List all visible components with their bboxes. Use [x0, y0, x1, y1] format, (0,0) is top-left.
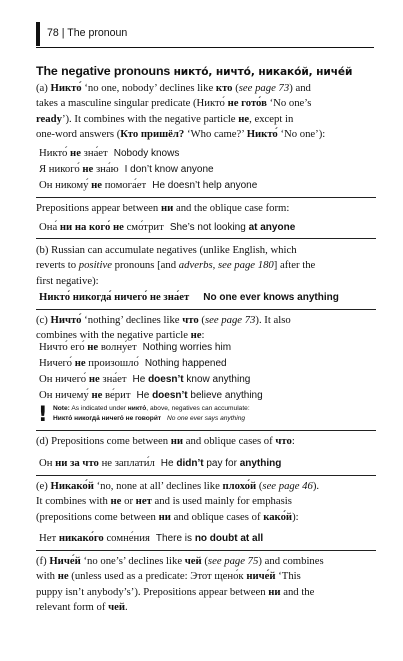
example-a-2: Я никого́ не зна́ю I don’t know anyone	[39, 163, 214, 175]
divider	[36, 238, 376, 239]
example-prepositions: Она́ ни на кого́ не смо́трит She’s not looking at anyone	[39, 221, 296, 233]
divider	[36, 430, 376, 431]
paragraph-prepositions: Prepositions appear between ни and the oblique case form:	[36, 202, 290, 214]
example-c-4: Он ничему́ не ве́рит He doesn’t believe anything	[39, 389, 263, 401]
divider	[36, 309, 376, 310]
para-a-line-1: (a) Никто́ ‘no one, nobody’ declines like кто (see page 73) and	[36, 82, 311, 94]
example-a-1: Никто́ не зна́ет Nobody knows	[39, 147, 180, 159]
example-c-1: Ничто́ его́ не волну́ет Nothing worries him	[39, 341, 232, 353]
page-title	[36, 64, 376, 78]
page-number: 78	[47, 27, 59, 39]
para-e-line-1: (e) Никако́й ‘no, none at all’ declines like плохо́й (see page 46).	[36, 480, 320, 492]
note-box	[36, 403, 376, 427]
paragraph-b	[36, 243, 381, 289]
example-c-2: Ничего́ не произошло́ Nothing happened	[39, 357, 227, 369]
para-b-line-2: reverts to positive pronouns [and adverbs, see page 180] after the	[36, 259, 316, 272]
para-a-line-2: takes a masculine singular predicate (Никто́ не гото́в ‘No one’s	[36, 97, 312, 110]
paragraph-a	[36, 81, 381, 143]
note-line-2: Никто́ никогда́ ничего́ не говори́т No one ever says anything	[53, 415, 246, 422]
example-a-3: Он никому́ не помога́ет He doesn’t help anyone	[39, 179, 258, 191]
example-e: Нет никако́го сомне́ния There is no doubt at all	[39, 532, 264, 544]
title-en: The negative pronouns	[36, 64, 171, 78]
divider	[36, 197, 376, 198]
para-f-line-2: with не (unless used as a predicate: Этот щено́к ниче́й ‘This	[36, 570, 301, 583]
para-c-line-2: combines with the negative particle не:	[36, 329, 205, 342]
section-title: The pronoun	[67, 27, 128, 39]
para-f-line-1: (f) Ниче́й ‘no one’s’ declines like чей (see page 75) and combines	[36, 555, 324, 567]
divider	[36, 550, 376, 551]
para-e-line-2: It combines with не or нет and is used mainly for emphasis	[36, 495, 292, 508]
title-ru: никто́, ничто́, никако́й, ниче́й	[173, 66, 353, 78]
para-b-line-1: (b) Russian can accumulate negatives (unlike English, which	[36, 244, 297, 256]
para-f-line-4: relevant form of чей.	[36, 601, 128, 614]
paragraph-f	[36, 554, 381, 616]
divider	[36, 475, 376, 476]
para-c-line-1: (c) Ничто́ ‘nothing’ declines like что (see page 73). It also	[36, 314, 291, 326]
paragraph-d: (d) Prepositions come between ни and oblique cases of что:	[36, 435, 295, 447]
paragraph-e	[36, 479, 381, 525]
para-b-line-3: first negative):	[36, 274, 99, 287]
running-header	[36, 22, 374, 48]
para-f-line-3: puppy isn’t anybody’s’). Prepositions appear between ни and the	[36, 585, 315, 598]
header-bar	[36, 22, 40, 46]
example-b: Никто́ никогда́ ничего́ не зна́ет No one ever knows anything	[39, 291, 339, 303]
header-text: 78 | The pronoun	[47, 27, 128, 39]
header-rule	[36, 47, 374, 48]
para-a-line-3: ready’). It combines with the negative particle не, except in	[36, 112, 294, 125]
example-d: Он ни за что не заплати́л He didn’t pay for anything	[39, 457, 282, 469]
exclamation-icon: !	[38, 402, 48, 426]
para-e-line-3: (prepositions come between ни and oblique cases of како́й):	[36, 510, 299, 523]
para-a-line-4: one-word answers (Кто пришёл? ‘Who came?’ Никто́ ‘No one’):	[36, 128, 326, 141]
note-line-1: Note: As indicated under никто́, above, negatives can accumulate:	[53, 405, 250, 412]
example-c-3: Он ничего́ не зна́ет He doesn’t know anything	[39, 373, 251, 385]
